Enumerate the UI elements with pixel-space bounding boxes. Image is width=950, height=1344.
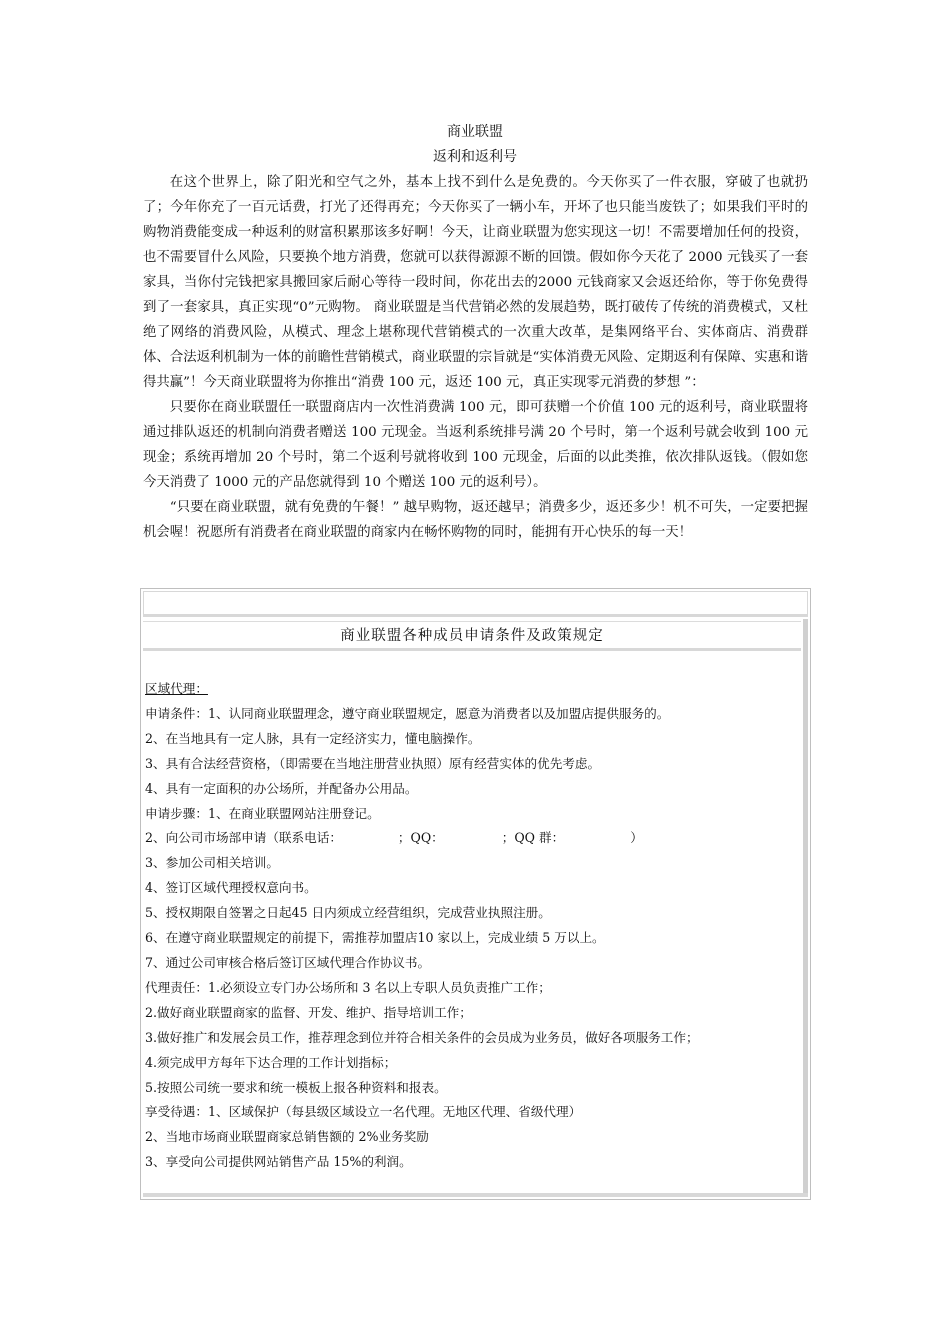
policy-line: 代理责任：1.必须设立专门办公场所和 3 名以上专职人员负责推广工作； — [145, 979, 551, 995]
policy-line: 6、在遵守商业联盟规定的前提下，需推荐加盟店10 家以上，完成业绩 5 万以上。 — [145, 930, 605, 946]
policy-line: 4、签订区域代理授权意向书。 — [145, 880, 317, 896]
section-heading-row — [145, 677, 795, 702]
intro-paragraph-2: 只要你在商业联盟任一联盟商店内一次性消费满 100 元，即可获赠一个价值 100 元的返利号，商业联盟将通过排队返还的机制向消费者赠送 100 元现金。当返利系统排号满 20 个号时，第一个返利号就会收到 100 元现金；系统再增加 20 个号时，第二个返利号就将收到 100 元现金，后面的以此类推，依次排队返钱。（假如您今天消费了 1000 元的产品您就得到 10 个赠送 100 元的返利号）。 — [143, 400, 808, 490]
policy-line: 5.按照公司统一要求和统一模板上报各种资料和报表。 — [145, 1079, 447, 1095]
policy-content — [145, 677, 795, 1175]
table-header-bar — [143, 591, 808, 617]
table-bottom-border — [143, 1193, 808, 1197]
section-heading: 区域代理： — [145, 681, 208, 696]
contact-qq-label: ；QQ： — [397, 830, 444, 846]
policy-line: 3、享受向公司提供网站销售产品 15%的利润。 — [145, 1154, 412, 1170]
intro-paragraph-3: “只要在商业联盟，就有免费的午餐！” 越早购物，返还越早；消费多少，返还多少！机不可失，一定要把握机会喔！祝愿所有消费者在商业联盟的商家内在畅怀购物的同时，能拥有开心快乐的每一天！ — [143, 500, 808, 540]
contact-qq-group-label: ；QQ 群： — [501, 830, 565, 846]
policy-line: 7、通过公司审核合格后签订区域代理合作协议书。 — [145, 954, 431, 970]
policy-line: 3、具有合法经营资格，（即需要在当地注册营业执照）原有经营实体的优先考虑。 — [145, 755, 601, 771]
policy-line: 3、参加公司相关培训。 — [145, 855, 279, 871]
policy-line: 5、授权期限自签署之日起45 日内须成立经营组织，完成营业执照注册。 — [145, 905, 551, 921]
policy-line: 2.做好商业联盟商家的监督、开发、维护、指导培训工作； — [145, 1004, 472, 1020]
contact-line — [145, 826, 795, 851]
policy-line: 2、在当地具有一定人脉，具有一定经济实力，懂电脑操作。 — [145, 730, 481, 746]
policy-line: 享受待遇：1、区域保护（每县级区域设立一名代理。无地区代理、省级代理） — [145, 1104, 582, 1120]
policy-line: 2、当地市场商业联盟商家总销售额的 2%业务奖励 — [145, 1129, 429, 1145]
contact-line-end: ） — [630, 830, 643, 846]
intro-text — [143, 170, 808, 545]
intro-paragraph-1: 在这个世界上，除了阳光和空气之外，基本上找不到什么是免费的。今天你买了一件衣服，穿破了也就扔了；今年你充了一百元话费，打光了还得再充；今天你买了一辆小车，开坏了也只能当废铁了；如果我们平时的购物消费能变成一种返利的财富积累那该多好啊！今天，让商业联盟为您实现这一切！不需要增加任何的投资，也不需要冒什么风险，只要换个地方消费，您就可以获得源源不断的回馈。假如你今天花了 2000 元钱买了一套家具，当你付完钱把家具搬回家后耐心等待一段时间，你花出去的2000 元钱商家又会返还给你，等于你免费得到了一套家具，真正实现“0”元购物。 商业联盟是当代营销必然的发展趋势，既打破传了传统的消费模式，又杜绝了网络的消费风险，从模式、理念上堪称现代营销模式的一次重大改革，是集网络平台、实体商店、消费群体、合法返利机制为一体的前瞻性营销模式，商业联盟的宗旨就是“实体消费无风险、定期返利有保障、实惠和谐得共赢”！今天商业联盟将为你推出“消费 100 元，返还 100 元，真正实现零元消费的梦想 ”： — [143, 175, 808, 390]
policy-line: 申请条件：1、认同商业联盟理念，遵守商业联盟规定，愿意为消费者以及加盟店提供服务的。 — [145, 705, 670, 721]
table-right-border — [803, 619, 808, 1195]
document-subtitle: 返利和返利号 — [433, 149, 517, 165]
policy-line: 申请步骤：1、在商业联盟网站注册登记。 — [145, 805, 380, 821]
policy-line: 3.做好推广和发展会员工作，推荐理念到位并符合相关条件的会员成为业务员，做好各项服务工作； — [145, 1029, 699, 1045]
policy-title: 商业联盟各种成员申请条件及政策规定 — [143, 621, 801, 651]
contact-phone-label: 2、向公司市场部申请（联系电话： — [145, 830, 342, 846]
policy-table — [140, 588, 811, 1200]
policy-line: 4.须完成甲方每年下达合理的工作计划指标； — [145, 1054, 397, 1070]
policy-line: 4、具有一定面积的办公场所，并配备办公用品。 — [145, 780, 418, 796]
document-title: 商业联盟 — [447, 124, 503, 140]
